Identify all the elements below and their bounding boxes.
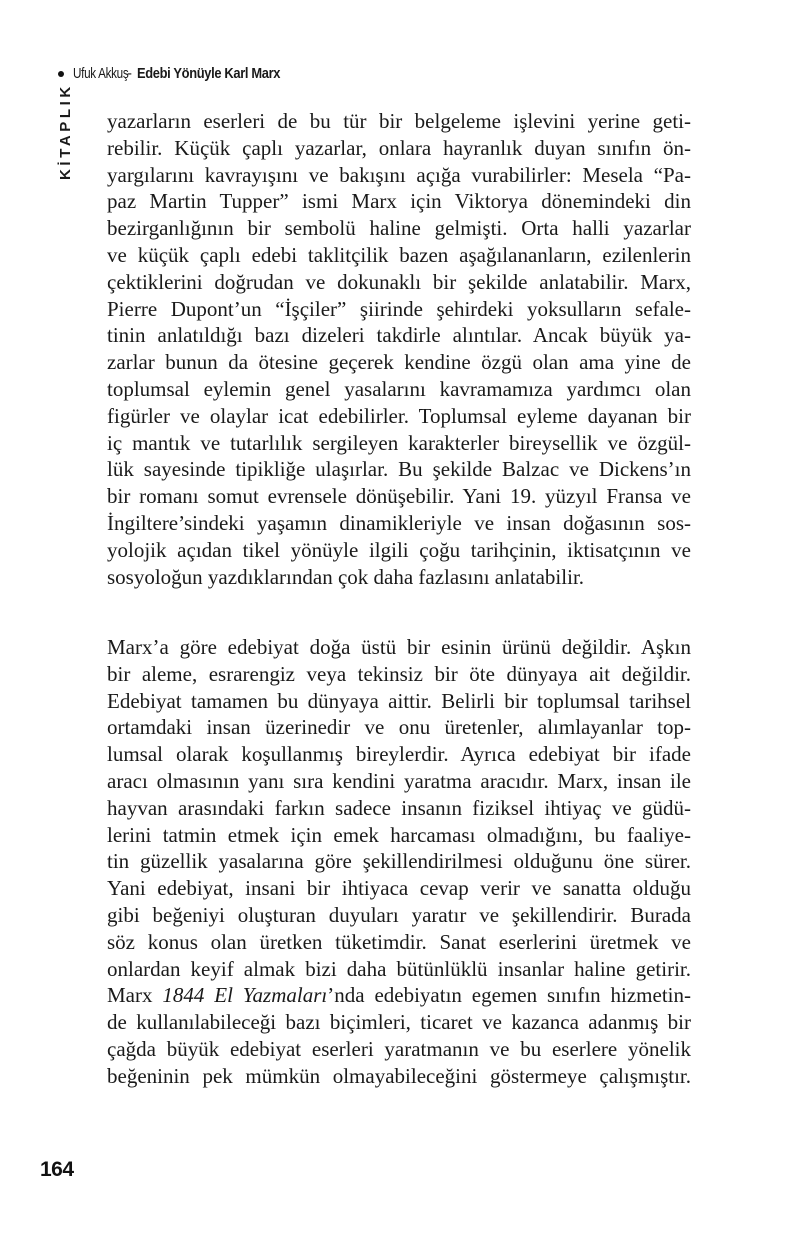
text-line: beğeninin pek mümkün olmayabileceğini göstermeye çalışmıştır.	[107, 1063, 691, 1088]
text-line: aracı olmasının yanı sıra kendini yaratma aracıdır. Marx, insan ile	[107, 768, 691, 793]
text-line: lumsal olarak koşullanmış bireylerdir. Ayrıca edebiyat bir ifade	[107, 742, 691, 767]
text-line: onlardan keyif almak bizi daha bütünlüklü insanlar haline getirir.	[107, 956, 691, 981]
text-line: İngiltere’sindeki yaşamın dinamikleriyle ve insan doğasının sos-	[107, 510, 691, 535]
text-line: ve küçük çaplı edebi taklitçilik bazen aşağılananların, ezilenlerin	[107, 242, 691, 267]
text-line: rebilir. Küçük çaplı yazarlar, onlara hayranlık duyan sınıfın ön-	[107, 135, 691, 160]
text-line: çağda büyük edebiyat eserleri yaratmanın ve bu eserlere yönelik	[107, 1036, 691, 1061]
text-line: Marx’a göre edebiyat doğa üstü bir esinin ürünü değildir. Aşkın	[107, 635, 691, 659]
text-line: ortamdaki insan üzerinedir ve onu üretenler, alımlayanlar top-	[107, 715, 691, 740]
text-line: çektiklerini doğrudan ve dokunaklı bir şekilde anlatabilir. Marx,	[107, 269, 691, 294]
text-line: bir romanı somut evrensele dönüşebilir. Yani 19. yüzyıl Fransa ve	[107, 484, 691, 509]
bullet-icon	[58, 71, 64, 77]
text-line: tin güzellik yasalarına göre şekillendirilmesi olduğunu öne sürer.	[107, 849, 691, 874]
text-line: sosyoloğun yazdıklarından çok daha fazlasını anlatabilir.	[107, 564, 585, 589]
text-line: yargılarını kavrayışını ve bakışını açığa vurabilirler: Mesela “Pa-	[107, 162, 691, 187]
text-line: lerini tatmin etmek için emek harcaması olmadığını, bu faaliye-	[107, 822, 691, 847]
text-line: Edebiyat tamamen bu dünyaya aittir. Belirli bir toplumsal tarihsel	[107, 688, 691, 713]
page-number: 164	[40, 1158, 74, 1181]
text-line: lük sayesinde tipikliğe ulaşırlar. Bu şekilde Balzac ve Dickens’ın	[107, 457, 691, 482]
text-line: söz konus olan üretken tüketimdir. Sanat eserlerini üretmek ve	[107, 929, 691, 954]
text-line: gibi beğeniyi oluşturan duyuları yaratır ve şekillendirir. Burada	[107, 902, 691, 927]
text-line: paz Martin Tupper” ismi Marx için Viktorya dönemindeki din	[107, 189, 691, 214]
text-line: iç mantık ve tutarlılık sergileyen karakterler bireysellik ve özgül-	[107, 430, 691, 455]
running-header	[58, 64, 303, 84]
text-line: tinin anlatıldığı bazı dizeleri takdirle alıntılar. Ancak büyük ya-	[107, 323, 691, 348]
text-line: hayvan arasındaki farkın sadece insanın fiziksel ihtiyaç ve güdü-	[107, 795, 691, 820]
text-line: Yani edebiyat, insani bir ihtiyaca cevap verir ve sanatta olduğu	[107, 876, 691, 901]
header-separator: -	[127, 65, 132, 82]
paragraph-2	[107, 634, 691, 1090]
text-line: toplumsal eylemin genel yasalarını kavramamıza yardımcı olan	[107, 376, 691, 401]
text-line: zarlar bunun da ötesine geçerek kendine özgü olan ama yine de	[107, 350, 691, 375]
text-line: Pierre Dupont’un “İşçiler” şiirinde şehirdeki yoksulların sefale-	[107, 296, 691, 321]
side-label-kitaplik: KİTAPLIK	[57, 83, 74, 180]
text-line: de kullanılabileceği bazı biçimleri, ticaret ve kazanca adanmış bir	[107, 1010, 691, 1035]
text-fragment: ’nda edebiyatın egemen sınıfın hizmetin-	[327, 983, 692, 1008]
header-author: Ufuk Akkuş	[73, 65, 129, 82]
text-line: yazarların eserleri de bu tür bir belgeleme işlevini yerine geti-	[107, 109, 691, 133]
paragraph-1	[107, 108, 691, 590]
text-line-with-italic-title	[107, 982, 691, 1009]
text-fragment: Marx	[107, 983, 163, 1008]
italic-book-title: 1844 El Yazmaları	[162, 983, 328, 1008]
text-line: bir aleme, esrarengiz veya tekinsiz bir öte dünyaya ait değildir.	[107, 661, 691, 686]
text-line: bezirganlığının bir sembolü haline gelmişti. Orta halli yazarlar	[107, 216, 691, 241]
text-line: figürler ve olaylar icat edebilirler. Toplumsal eyleme dayanan bir	[107, 403, 691, 428]
text-line: yolojik açıdan tikel yönüyle ilgili çoğu tarihçinin, iktisatçının ve	[107, 537, 691, 562]
header-book-title: Edebi Yönüyle Karl Marx	[136, 65, 280, 82]
